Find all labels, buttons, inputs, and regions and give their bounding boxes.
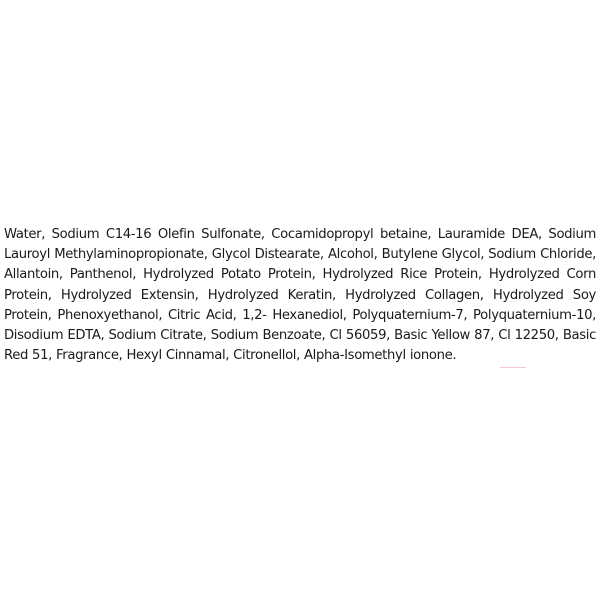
ingredients-list: Water, Sodium C14-16 Olefin Sulfonate, Cocamidopropyl betaine, Lauramide DEA, Sodium Lauroyl Methylaminopropionate, Glycol Distearate, Alcohol, Butylene Glycol, Sodium Chloride, Allantoin, Panthenol, Hydrolyzed Potato Protein, Hydrolyzed Rice Protein, Hydrolyzed Corn Protein, Hydrolyzed Extensin, Hydrolyzed Keratin, Hydrolyzed Collagen, Hydrolyzed Soy Protein, Phenoxyethanol, Citric Acid, 1,2- Hexanediol, Polyquaternium-7, Polyquaternium-10, Disodium EDTA, Sodium Citrate, Sodium Benzoate, Cl 56059, Basic Yellow 87, Cl 12250, Basic Red 51, Fragrance, Hexyl Cinnamal, Citronellol, Alpha-Isomethyl ionone.: [4, 227, 596, 364]
stray-mark: [500, 367, 526, 368]
